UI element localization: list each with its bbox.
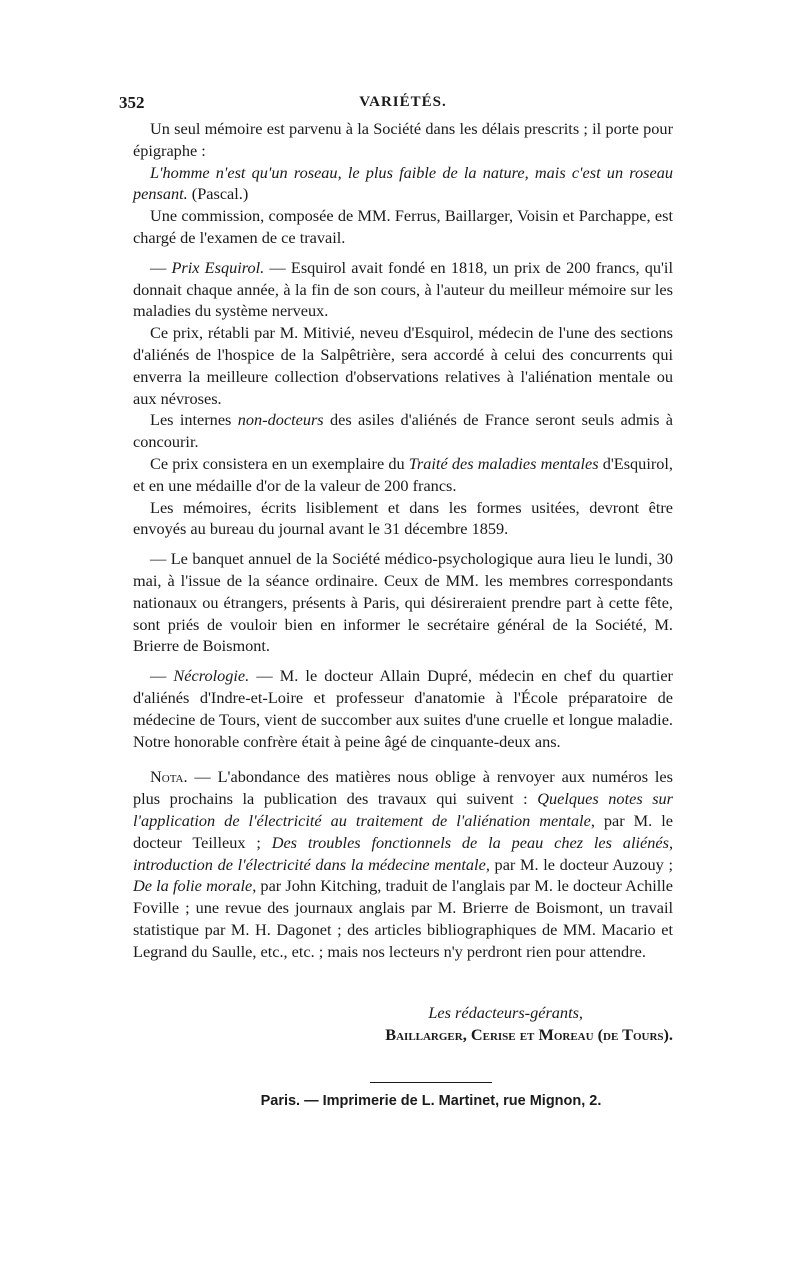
section-title-prix-esquirol: Prix Esquirol. [171, 257, 265, 277]
signature-block [133, 1002, 673, 1046]
page-header [119, 92, 673, 118]
work-title-3: introduction de l'électricité dans la médecine mentale [133, 854, 486, 874]
paragraph-retabli: Ce prix, rétabli par M. Mitivié, neveu d'Esquirol, médecin de l'une des sections d'aliénés de l'hospice de la Salpêtrière, sera accordé à celui des concurrents qui enverra la meilleure collection d'observations relatives à l'aliénation mentale ou aux névroses. [133, 323, 673, 408]
dash: — [150, 257, 172, 277]
paragraph-epigraph [133, 162, 673, 206]
text-run: , par John Kitching, traduit de l'anglais par M. le docteur Achille Foville ; une revue des journaux anglais par M. Brierre de Boismont, un travail statistique par M. H. Dagonet ; des articles bibliographiques de MM. Macario et Legrand du Saulle, etc., etc. ; mais nos lecteurs n'y perdront rien pour attendre. [133, 876, 674, 961]
paragraph-nota [133, 766, 673, 962]
paragraph-internes [133, 409, 673, 453]
nota-label: Nota. [150, 767, 188, 787]
epigraph-quote: L'homme n'est qu'un roseau, le plus faible de la nature, mais c'est un roseau pensant. [133, 162, 673, 204]
footer-rule [370, 1082, 492, 1083]
text-run: , [668, 832, 674, 852]
document-page [119, 92, 674, 1113]
signature-names: Baillarger, Cerise et Moreau (de Tours). [385, 1025, 673, 1045]
page-number: 352 [119, 93, 145, 112]
spacer [133, 540, 673, 548]
text-run: Ce prix consistera en un exemplaire du [150, 453, 409, 473]
work-title-2: Des troubles fonctionnels de la peau chez les aliénés [271, 832, 669, 852]
spacer [133, 752, 673, 766]
running-head: VARIÉTÉS. [359, 94, 447, 110]
text-run: d'Esquirol, et en une médaille d'or de la valeur de 200 francs. [133, 453, 674, 495]
spacer [133, 657, 673, 665]
section-title-necrologie: Nécrologie. [173, 666, 250, 686]
paragraph-memoires: Les mémoires, écrits lisiblement et dans les formes usitées, devront être envoyés au bureau du journal avant le 31 décembre 1859. [133, 497, 673, 539]
text-run: — L'abondance des matières nous oblige à renvoyer aux numéros les plus prochains la publication des travaux qui suivent : [133, 767, 673, 809]
paragraph-commission: Une commission, composée de MM. Ferrus, Baillarger, Voisin et Parchappe, est chargé de l'examen de ce travail. [133, 206, 673, 247]
dash: — [150, 666, 174, 686]
spacer [133, 249, 673, 257]
necrologie-text: — M. le docteur Allain Dupré, médecin en chef du quartier d'aliénés d'Indre-et-Loire et professeur d'anatomie à l'École préparatoire de médecine de Tours, vient de succomber aux suites d'une cruelle et longue maladie. Notre honorable confrère était à peine âgé de cinquante-deux ans. [133, 666, 673, 751]
paragraph-necrologie [133, 665, 673, 752]
work-title-4: De la folie morale [133, 876, 253, 896]
emphasis-non-docteurs: non-docteurs [237, 410, 324, 430]
text-run: , par M. le docteur Auzouy ; [485, 854, 673, 874]
book-title-traite: Traité des maladies mentales [408, 453, 599, 473]
work-title-1: Quelques notes sur l'application de l'électricité au traitement de l'aliénation mentale [133, 789, 674, 830]
epigraph-source: (Pascal.) [187, 184, 249, 204]
printer-imprint: Paris. — Imprimerie de L. Martinet, rue Mignon, 2. [260, 1093, 602, 1110]
paragraph-memoire: Un seul mémoire est parvenu à la Société dans les délais prescrits ; il porte pour épigraphe : [133, 119, 673, 160]
text-run: Les internes [150, 410, 238, 430]
text-run: des asiles d'aliénés de France seront seuls admis à concourir. [133, 410, 674, 452]
text-run: , par M. le docteur Teilleux ; [133, 810, 673, 852]
paragraph-consistera [133, 453, 673, 497]
signature-role: Les rédacteurs-gérants, [428, 1003, 583, 1023]
paragraph-prix-esquirol [133, 257, 673, 322]
paragraph-banquet: — Le banquet annuel de la Société médico-psychologique aura lieu le lundi, 30 mai, à l'issue de la séance ordinaire. Ceux de MM. les membres correspondants nationaux ou étrangers, présents à Paris, qui désireraient prendre part à cette fête, sont priés de vouloir bien en informer le secrétaire général de la Société, M. Brierre de Boismont. [133, 549, 673, 656]
prix-esquirol-text: — Esquirol avait fondé en 1818, un prix de 200 francs, qu'il donnait chaque année, à la fin de son cours, à l'auteur du meilleur mémoire sur les maladies du système nerveux. [133, 257, 673, 321]
